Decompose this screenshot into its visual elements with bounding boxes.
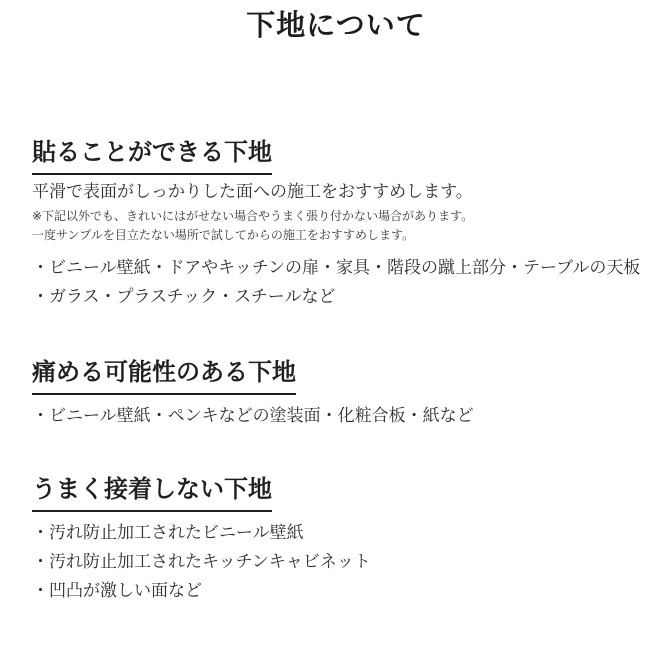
list-item: ・凹凸が激しい面など <box>32 581 202 600</box>
list-item: ・汚れ防止加工されたビニール壁紙 <box>32 523 304 542</box>
section-heading: 貼ることができる下地 <box>32 140 272 175</box>
section-applicable-surfaces <box>32 140 640 311</box>
note-line: ※下記以外でも、きれいにはがせない場合やうまく張り付かない場合があります。 <box>32 209 474 223</box>
list-item: ・ビニール壁紙・ドアやキッチンの扉・家具・階段の蹴上部分・テーブルの天板 <box>32 258 641 277</box>
section-damageable-surfaces <box>32 360 640 430</box>
section-heading: 痛める可能性のある下地 <box>32 360 296 395</box>
section-heading: うまく接着しない下地 <box>32 477 272 512</box>
page-title: 下地について <box>246 10 426 42</box>
note-line: 一度サンプルを目立たない場所で試してからの施工をおすすめします。 <box>32 228 415 242</box>
section-poor-adhesion-surfaces <box>32 477 640 605</box>
list-item: ・ガラス・プラスチック・スチールなど <box>32 287 336 306</box>
surface-list <box>32 401 640 430</box>
list-item: ・汚れ防止加工されたキッチンキャビネット <box>32 552 371 571</box>
surface-list <box>32 518 640 605</box>
section-intro: 平滑で表面がしっかりした面への施工をおすすめします。 <box>32 182 473 201</box>
section-notes <box>32 207 640 245</box>
surface-list <box>32 253 640 311</box>
list-item: ・ビニール壁紙・ペンキなどの塗装面・化粧合板・紙など <box>32 406 474 425</box>
